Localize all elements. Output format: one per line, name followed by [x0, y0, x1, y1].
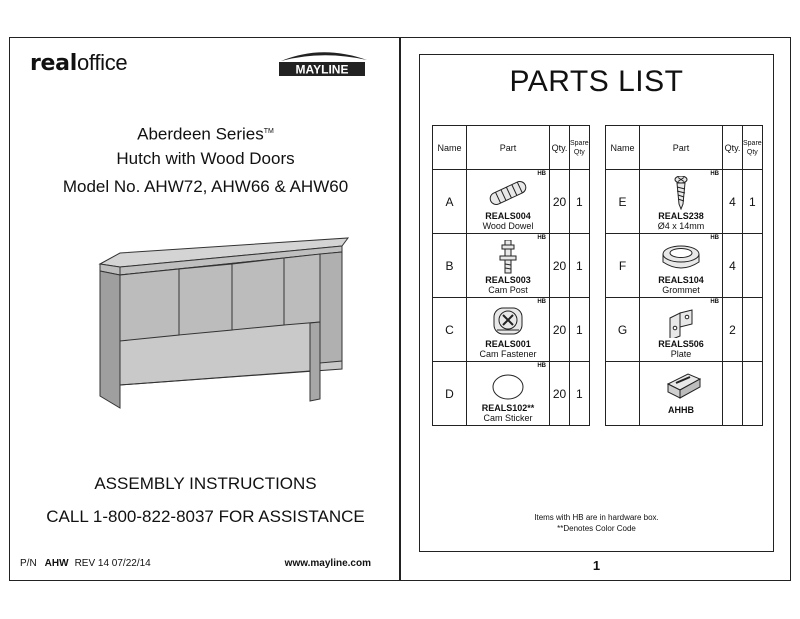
- parts-table-right: Name Part Qty. Spare Qty E HB REALS238 Ø4 x 14mm 4 1 F HB REALS104 Grommet 4 G HB REALS506 Plate 2 AHHB: [605, 125, 763, 426]
- cam-post-icon: [467, 240, 549, 274]
- hardware-box-icon: [640, 366, 722, 400]
- series-title: Aberdeen Series™: [137, 124, 274, 144]
- parts-list-title: PARTS LIST: [509, 65, 684, 98]
- parts-list-frame: [419, 54, 774, 552]
- model-number: Model No. AHW72, AHW66 & AHW60: [62, 177, 349, 196]
- cam-fastener-icon: [467, 304, 549, 338]
- assembly-instructions-heading: ASSEMBLY INSTRUCTIONS: [94, 474, 317, 493]
- part-number-footer: P/N AHW REV 14 07/22/14: [20, 558, 151, 569]
- hutch-illustration: [92, 233, 352, 413]
- part-row-e: E HB REALS238 Ø4 x 14mm 4 1: [606, 170, 763, 234]
- part-row-b: B HB REALS003 Cam Post 20 1: [433, 234, 590, 298]
- product-title: Hutch with Wood Doors: [116, 149, 295, 168]
- part-row-hardware-box: AHHB: [606, 362, 763, 426]
- grommet-icon: [640, 240, 722, 274]
- part-row-d: D HB REALS102** Cam Sticker 20 1: [433, 362, 590, 426]
- part-row-c: C HB REALS001 Cam Fastener 20 1: [433, 298, 590, 362]
- part-row-a: A HB REALS004 Wood Dowel 20 1: [433, 170, 590, 234]
- dowel-icon: [467, 176, 549, 210]
- parts-list-page: [400, 37, 791, 581]
- assistance-phone: CALL 1-800-822-8037 FOR ASSISTANCE: [46, 507, 365, 526]
- parts-table-left: Name Part Qty. Spare Qty A HB REALS004 Wood Dowel 20 1 B HB REALS003 Cam Post 20 1 C HB REALS001 Cam Fastener 20 1 D HB REALS102** Cam Sticker 20 1: [432, 125, 590, 426]
- website-link[interactable]: www.mayline.com: [284, 558, 371, 569]
- page-number: 1: [592, 558, 601, 573]
- realoffice-logo: realoffice: [30, 50, 128, 76]
- svg-text:MAYLINE: MAYLINE: [295, 62, 349, 77]
- hardware-box-note: Items with HB are in hardware box.: [534, 513, 659, 522]
- part-row-g: G HB REALS506 Plate 2: [606, 298, 763, 362]
- cam-sticker-icon: [467, 368, 549, 402]
- mayline-logo: [267, 48, 377, 80]
- plate-icon: [640, 304, 722, 338]
- part-row-f: F HB REALS104 Grommet 4: [606, 234, 763, 298]
- screw-icon: [640, 176, 722, 210]
- cover-page: [9, 37, 400, 581]
- color-code-note: **Denotes Color Code: [557, 524, 636, 533]
